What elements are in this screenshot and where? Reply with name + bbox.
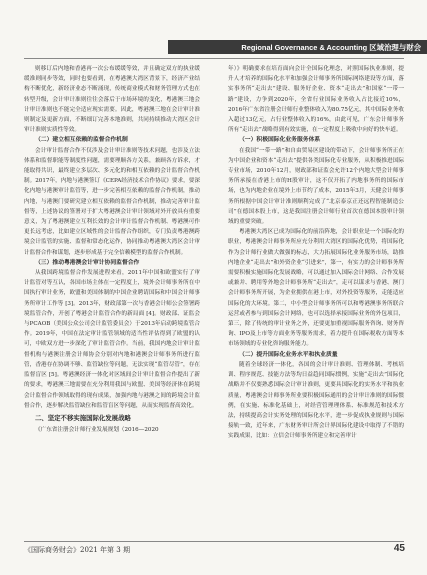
section-header-band (168, 40, 427, 54)
left-column (24, 64, 200, 534)
header-divider (24, 58, 404, 59)
subsection-heading: （二）提升国际化业务水平和执业质量 (239, 351, 338, 358)
section-title: Regional Governance & Accounting 区域治理与财会 (241, 42, 421, 52)
page-number: 45 (393, 543, 405, 554)
paragraph: 在我国“一带一路”和自由贸易区建设的带动下，会计师事务所正在为中国企业和资本“走出去”提供各类国际化专业服务，从积极推进国际专业市场，2010年12月，财政部和证监会允许12个内地大型会计师事务所承接在香港上市的H股审计，这不仅开拓了内地事务所的国际市场，也为内地企业在境外上市节约了成本，2015年3月，天健会计师事务所根据中国会计审计准则顺利完成了“北京泰京正还远程智能制造公司”在德国本股上市，这是我国注册会计师行业首次在德国本股审计领域的重要突破。 (228, 147, 404, 226)
paragraph: 则移订后内地和香港再一次公布缓缓等效，并且确定双方的执业缓缓准则同步等效，同时也要看到，在粤港澳大湾区背景下，经济产业结构不断优化，新经济业态不断涌现，传统商业模式和财务管理方式也在转型升级，会计审计准则往往会落后于市场环境的变化，粤港澳三地会计审计准则也不能完全适应现实需要。因此，粤港澳三地在会计审计准则制定及更新方面，不断细订完善本地准则，共同持续推动大湾区会计审计准则实质性等效。 (24, 66, 200, 134)
subsection-heading: （二）建立相互依赖的监督合作机制 (35, 137, 128, 144)
paragraph: 《广东省注册会计师行业发展规划（2016—2020 (35, 426, 159, 433)
journal-issue: 《国际商务财会》2021 年第 3 期 (24, 546, 130, 554)
paragraph: 从我国跨境监督合作发展进程来看，2011年中国和欧盟实行了审计监管对等互认，各国市场主体在一定程度上，境外会计师事务所在中国执行审计业务，欧盟和美国体制的中国企业聘请国际和中国会计师事务所审计工作等 [3]。2013年，财政部第一次与香港会计师公会签署跨境监管合作，开创了粤港会计监管合作的新局面 [4]。财政部、证监会与PCAOB（美国公众公司会计监管委员会）于2013年启动跨境监管合作。2019年，中国在法定审计监管领域的适当性评估得到了欧盟的认可，中欧双方进一步深化了审计监管合作。当前，我国内地会计审计监督机构与港澳注册会计师协会分别对内地和港澳会计师事务所进行监管，香港存在协调不够、监管缺位等问题，无法实现“监管尽管”，存在监督盲区 [5]。粤港澳经济一体化对区域间会计审计监督合作提出了新的要求，粤港澳三地需要在充分利用我国与欧盟、美国等经济体在跨境会计监督合作领域取得的现有成果，加强内地与港澳之间的跨境会计监督合作，逐步解决监管缺位和监管盲区等问题，从而实现监督高效化。 (24, 270, 200, 409)
paragraph: 随着全球经济一体化，各国的会计审计准则、管理体制、考核培训、程序规范、技能方法等均日益趋同国际惯例，实施“走出去”国际化战略并不仅要熟悉国际会计审计准则，更要具国际化的实务水平和执业质量，粤港澳会计师事务所业要积极国际通用的会计审计准则的国际惯例，在实施、标准化基础上，对经营管理理体系、标准规范和技术方法，持续提高会计实务处理的国际化水平，进一步促成执业规则与国际接轨一致，近年来，广东财务审计所会计界国际化建设中取得了不错的实践成果，比如：立信会计师事务所建立和完善审计 (228, 361, 404, 440)
subsection-heading: （一）积极国际化业务服务体系 (239, 137, 321, 144)
right-column (228, 64, 404, 534)
paragraph: 粤港澳大湾区已成为国际化的前沿阵地，会计职业是一个国际化的职业，粤港澳会计师事务所应充分利用大湾区的国际化优势，将国际化作为会计师行业做大做强的标志，大力拓展国际化业务服务市场，助推内地企业“走出去”和外资企业“引进来”，第一，有实力的会计师事务所需要积极实施国际化发展战略，可以通过加入国际会计网络、合作发展或兼并、聘用等外地会计师事务所“走出去”，走可以谋求与香港、澳门会计师事务所开展，为企业拥供在港上市，对外投资等服务，走能适应国际化的大环境。第二，中小型会计师事务所可以和粤港澳事务所联合运营或者参与到国际会计网络，也可以选择承接国际业务的外包项目，第三，除了传统的审计业务之外，还要更加重视国际服务咨询、财务咨询、IPO及上市等方面业务等服务需求，着力提升在国际税收方面等本市场领域的专业化咨询服务能力。 (228, 229, 404, 348)
paragraph: 会计审计监督合作不仅涉及会计审计准则等技术问题，也涉及立法体系和监督职能等制度性问题，需要理顺各方关系，兼顾各方诉求，才能取得共识，最终建立多层次、多元化的和相互依赖的会计监督合作机制。2017年，内地与港澳签订《CEPA经济技术合作协议》要求，要深化内地与港澳审计监管等，进一步完善相互依赖的监督合作机制，推动内地，与港澳门要研究建立相互依赖的监督合作机制，推动完善审计监督等，上述协议的签署对于扩大粤港澳会计审计领域对外开放具有重要意义，为了粤港澳建立互利长效的会计审计监督合作机制、粤港澳可作更长远考虑，比如建立区域性的会计监督合作组织，专门负责粤港澳跨境会计监管的实施、监督和常态化运作，协同推动粤港澳大湾区会计审计监督合作和谋划，逐步形成基于完全信赖模型的监督合作机制。 (24, 147, 200, 256)
subsection-heading: （三）推动粤港澳会计审计协同监督合作 (35, 259, 140, 266)
paragraph: 年）》明确要求在培育面向会计全国际化理念，对照国际执业准则，提升人才培养的国际化水平和加强会计师事务所国际网络建设等方面，落实事务所“走出去”建设、服务好企业、资本“走出去”和国家“一带一路”建设，力争到2020年，全省行业国际业务收入占比接近10%，2016年广东省注册会计师行业整体收入为80.75亿元，其中国际业务收入超过13亿元，占行业整体收入的16%，由此可见，广东会计师事务所有“走出去”战略得到有效实施，在一定程度上吸收中向好的快车道。 (228, 66, 404, 134)
footer-divider (24, 541, 404, 542)
section-heading: 二、坚定不移实施国际化发展战略 (35, 413, 131, 422)
